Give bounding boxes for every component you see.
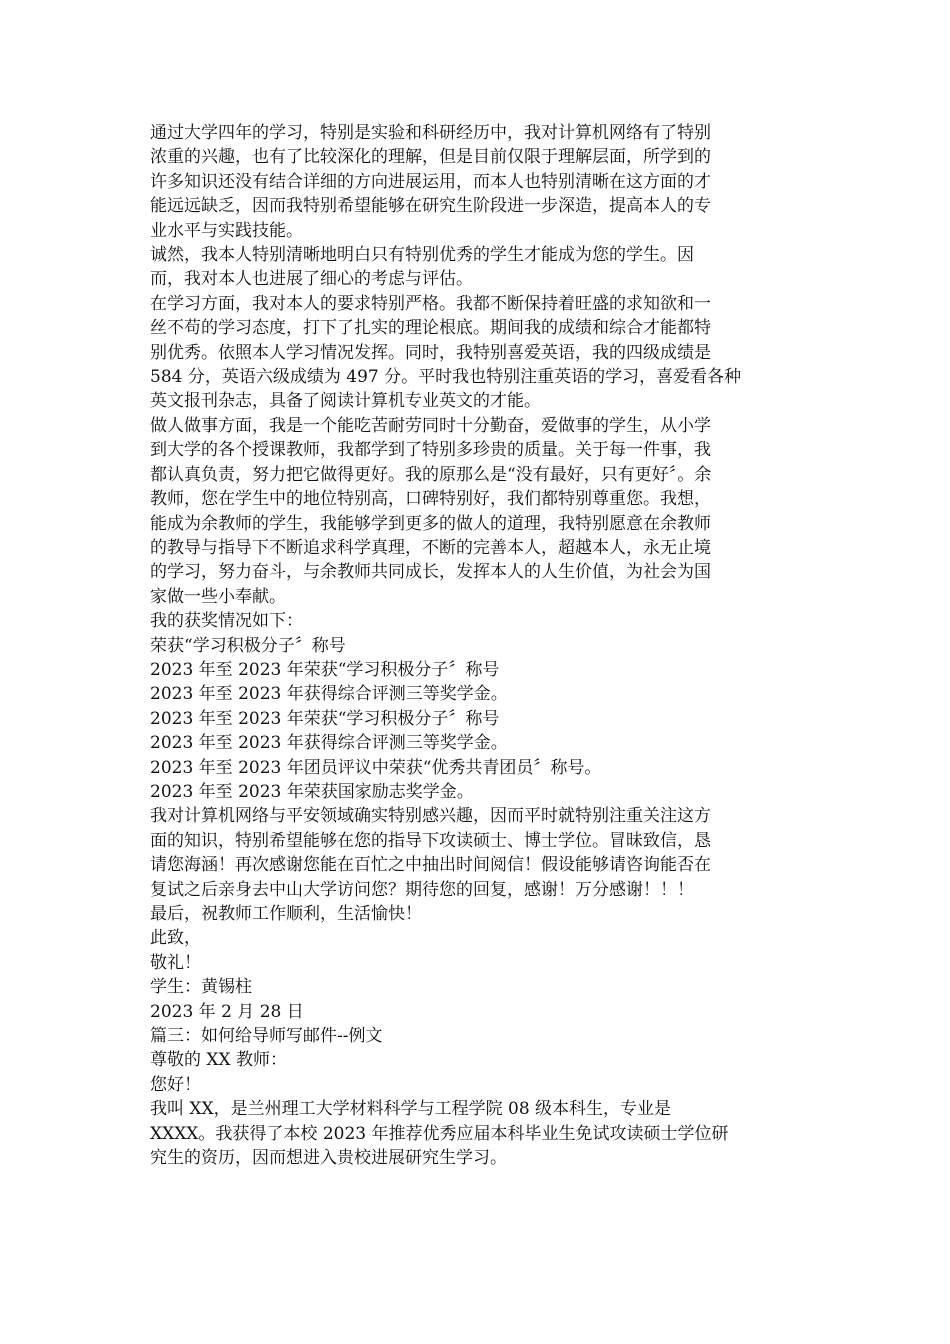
text-line: 学生：黄锡柱	[150, 977, 252, 998]
text-line: 许多知识还没有结合详细的方向进展运用，而本人也特别清晰在这方面的才	[150, 171, 711, 192]
text-line: 2023 年至 2023 年获得综合评测三等奖学金。	[150, 733, 508, 754]
text-line: 教师，您在学生中的地位特别高，口碑特别好，我们都特别尊重您。我想，	[150, 489, 711, 510]
text-line: 浓重的兴趣，也有了比较深化的理解，但是目前仅限于理解层面，所学到的	[150, 147, 711, 168]
text-line: 能成为余教师的学生，我能够学到更多的做人的道理，我特别愿意在余教师	[150, 513, 711, 534]
text-line: 我的获奖情况如下：	[150, 611, 303, 632]
text-line: 2023 年至 2023 年荣获国家励志奖学金。	[150, 781, 474, 802]
text-line: 通过大学四年的学习，特别是实验和科研经历中，我对计算机网络有了特别	[150, 123, 711, 143]
text-line: 究生的资历，因而想进入贵校进展研究生学习。	[150, 1148, 507, 1169]
text-line: 2023 年至 2023 年荣获“学习积极分子〞称号	[150, 659, 500, 680]
text-line: 别优秀。依照本人学习情况发挥。同时，我特别喜爱英语，我的四级成绩是	[150, 342, 711, 363]
text-line: 584 分，英语六级成绩为 497 分。平时我也特别注重英语的学习，喜爱看各种	[150, 367, 742, 388]
text-line: 到大学的各个授课教师，我都学到了特别多珍贵的质量。关于每一件事，我	[150, 440, 711, 461]
text-line: 此致，	[150, 928, 201, 949]
document-body	[150, 121, 790, 1170]
text-line: 敬礼！	[150, 952, 201, 973]
text-line: 2023 年至 2023 年团员评议中荣获“优秀共青团员〞称号。	[150, 757, 602, 778]
text-line: 家做一些小奉献。	[150, 586, 286, 607]
text-line: 面的知识，特别希望能够在您的指导下攻读硕士、博士学位。冒昧致信，恳	[150, 830, 711, 851]
text-line: XXXX。我获得了本校 2023 年推荐优秀应届本科毕业生免试攻读硕士学位研	[150, 1123, 729, 1144]
text-line: 在学习方面，我对本人的要求特别严格。我都不断保持着旺盛的求知欲和一	[150, 293, 711, 314]
text-line: 的学习，努力奋斗，与余教师共同成长，发挥本人的人生价值，为社会为国	[150, 562, 711, 583]
text-line: 英文报刊杂志，具备了阅读计算机专业英文的才能。	[150, 391, 541, 412]
text-line: 您好！	[150, 1074, 201, 1095]
text-line: 荣获“学习积极分子〞称号	[150, 635, 346, 656]
text-line: 的教导与指导下不断追求科学真理，不断的完善本人，超越本人，永无止境	[150, 537, 711, 558]
text-line: 2023 年至 2023 年获得综合评测三等奖学金。	[150, 684, 508, 705]
text-line: 复试之后亲身去中山大学访问您？期待您的回复，感谢！万分感谢！！！	[150, 879, 694, 900]
text-line: 都认真负责，努力把它做得更好。我的原那么是“没有最好，只有更好〞。余	[150, 464, 712, 485]
text-line: 业水平与实践技能。	[150, 220, 303, 241]
text-line: 能远远缺乏，因而我特别希望能够在研究生阶段进一步深造，提高本人的专	[150, 196, 711, 217]
text-line: 尊敬的 XX 教师：	[150, 1050, 288, 1071]
text-line: 请您海涵！再次感谢您能在百忙之中抽出时间阅信！假设能够请咨询能否在	[150, 855, 711, 876]
text-line: 做人做事方面，我是一个能吃苦耐劳同时十分勤奋，爱做事的学生，从小学	[150, 415, 711, 436]
text-line: 而，我对本人也进展了细心的考虑与评估。	[150, 269, 473, 290]
text-line: 篇三：如何给导师写邮件--例文	[150, 1026, 383, 1047]
text-line: 最后，祝教师工作顺利，生活愉快！	[150, 904, 422, 924]
text-line: 2023 年至 2023 年荣获“学习积极分子〞称号	[150, 708, 500, 729]
text-line: 我叫 XX，是兰州理工大学材料科学与工程学院 08 级本科生，专业是	[150, 1099, 672, 1120]
text-line: 诚然，我本人特别清晰地明白只有特别优秀的学生才能成为您的学生。因	[150, 245, 694, 266]
text-line: 我对计算机网络与平安领域确实特别感兴趣，因而平时就特别注重关注这方	[150, 806, 711, 827]
text-line: 丝不苟的学习态度，打下了扎实的理论根底。期间我的成绩和综合才能都特	[150, 318, 711, 339]
text-line: 2023 年 2 月 28 日	[150, 1001, 304, 1022]
